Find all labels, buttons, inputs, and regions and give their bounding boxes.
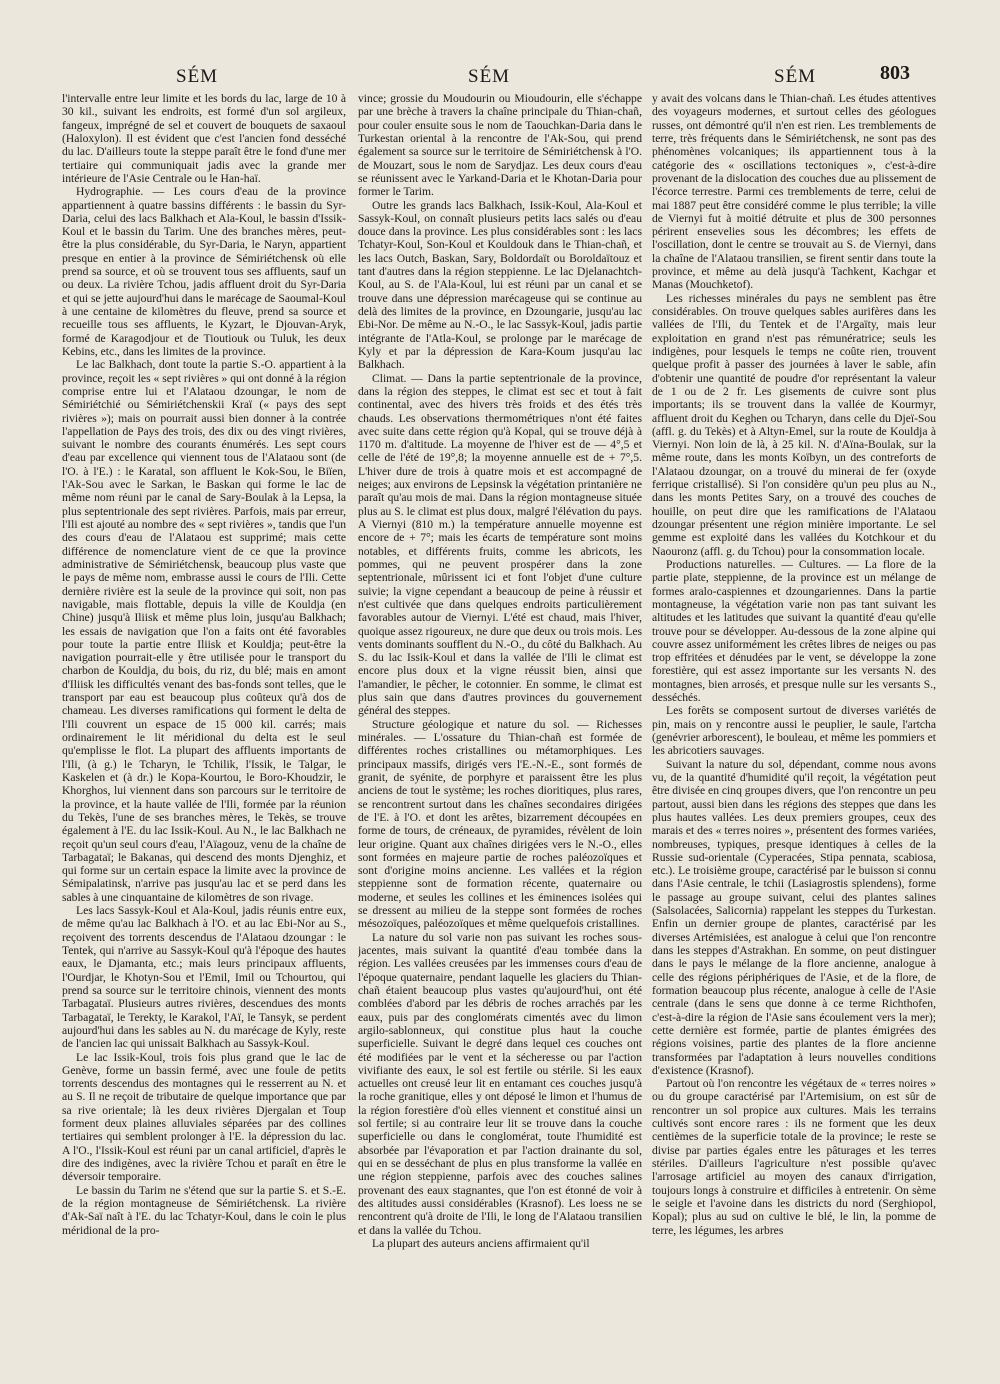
paragraph: Les richesses minérales du pays ne semblent pas être considérables. On trouve quelques sables aurifères dans les vallées de l'Ili, du Tentek et de l'Argaïty, mais leur exploitation en grand n'est pas rémunératrice; seuls les indigènes, pour lesquels le temps ne coûte rien, trouvent quelque profit à passer des journées à laver le sable, afin d'obtenir une quantité de poudre d'or représentant la valeur de 1 ou de 2 fr. Les gisements de cuivre sont plus importants; ils se trouvent dans la vallée de Kourmyr, affluent droit du Keghen ou Tcharyn, dans celle du Djeï-Sou (affl. g. du Tekès) et à Altyn-Emel, sur la route de Kouldja à Viernyi. Non loin de là, à 25 kil. N. d'Aïna-Boulak, sur la même route, dans les monts Koïbyn, un des contreforts de l'Alataou dzoungar, on a trouvé du minerai de fer (oxyde ferrique cristallisé). Si l'on considère qu'un peu plus au N., dans les monts Petites Sary, on a trouvé des couches de houille, on peut dire que les ramifications de l'Alataou dzoungar présentent une région minière importante. Le sel gemme est exploité dans les vallées du Kotchkour et du Naouronz (affl. g. du Tchou) pour la consommation locale. bbox=[652, 291, 936, 558]
paragraph: Le lac Issik-Koul, trois fois plus grand que le lac de Genève, forme un bassin fermé, avec une foule de petits torrents descendus des montagnes qui le resserrent au N. et au S. Il ne reçoit de tributaire de quelque importance que par sa rive orientale; là les deux rivières Djergalan et Toup forment deux plaines alluviales séparées par des collines tertiaires qui semblent prolonger à l'E. la dépression du lac. A l'O., l'Issik-Koul est réuni par un canal artificiel, d'après le dire des indigènes, avec la rivière Tchou et paraît en être le déversoir temporaire. bbox=[62, 1050, 346, 1184]
paragraph: vince; grossie du Moudourin ou Mioudourin, elle s'échappe par une brèche à travers la chaîne principale du Thian-chañ, pour couler ensuite sous le nom de Taouchkan-Daria dans le Turkestan oriental à la rencontre de l'Ak-Sou, qui prend également sa source sur le territoire de Sémiriétchensk à l'O. de Mouzart, sous le nom de Sarydjaz. Les deux cours d'eau se réunissent avec le Yarkand-Daria et le Khotan-Daria pour former le Tarim. bbox=[358, 92, 642, 199]
paragraph: Les lacs Sassyk-Koul et Ala-Koul, jadis réunis entre eux, de même qu'au lac Balkhach à l'O. et au lac Ebi-Nor au S., reçoivent des torrents descendus de l'Alataou dzoungar : le Tentek, qui n'arrive au Sassyk-Koul qu'à l'époque des hautes eaux, le Djamanta, etc.; mais leurs principaux affluents, l'Ourdjar, le Khotyn-Sou et l'Emil, Imil ou Tchourtou, qui prend sa source sur le territoire chinois, viennent des monts Tarbagataï. Plusieurs autres rivières, descendues des monts Tarbagataï, le Terekty, le Karakol, l'Aï, le Tansyk, se perdent aujourd'hui dans les sables au N. du marécage de Kyly, reste de l'ancien lac qui unissait Balkhach au Sassyk-Koul. bbox=[62, 904, 346, 1051]
paragraph: Partout où l'on rencontre les végétaux de « terres noires » ou du groupe caractérisé par l'Artemisium, on est sûr de rencontrer un sol propice aux cultures. Mais les terrains cultivés sont encore rares : ils ne forment que les deux centièmes de la superficie totale de la province; le reste se divise par parties égales entre les pâturages et les terres stériles. D'ailleurs l'agriculture n'est possible qu'avec l'arrosage artificiel au moyen des canaux d'irrigation, toujours longs à construire et difficiles à entretenir. On sème le seigle et l'avoine dans les districts du nord (Serghiopol, Kopal); plus au sud on cultive le blé, le lin, la pomme de terre, les légumes, les arbres bbox=[652, 1077, 936, 1237]
paragraph: Le bassin du Tarim ne s'étend que sur la partie S. et S.-E. de la région montagneuse de Sémiriétchensk. La rivière d'Ak-Saï naît à l'E. du lac Tchatyr-Koul, dans le coin le plus méridional de la pro- bbox=[62, 1183, 346, 1237]
paragraph: Productions naturelles. — Cultures. — La flore de la partie plate, steppienne, de la province est un mélange de formes aralo-caspiennes et dzoungariennes. Dans la partie montagneuse, la végétation varie non pas tant suivant les altitudes et les latitudes que suivant la quantité d'eau qu'elle trouve pour se développer. Au-dessous de la zone alpine qui couvre assez uniformément les crêtes libres de neiges ou pas trop effritées et dénudées par le vent, se développe la zone forestière, qui est assez importante sur les versants N. des montagnes, bien arrosés, et presque nulle sur les versants S., desséchés. bbox=[652, 557, 936, 705]
running-head-center: SÉM bbox=[468, 66, 511, 87]
paragraph: Climat. — Dans la partie septentrionale de la province, dans la région des steppes, le climat est sec et tout à fait continental, avec des hivers très froids et des étés très chauds. Les observations thermométriques n'ont été faites avec suite dans cette région qu'à Kopal, qui se trouve déjà à 1170 m. d'altitude. La moyenne de l'hiver est de — 4°,5 et celle de l'été de 19°,8; la moyenne annuelle est de + 7°,5. L'hiver dure de trois à quatre mois et est accompagné de neiges; aux environs de Lepsinsk la végétation printanière ne paraît qu'au mois de mai. Dans la région montagneuse située plus au S. le climat est plus doux, malgré l'élévation du pays. A Viernyi (810 m.) la température annuelle moyenne est encore de + 7°; mais les écarts de température sont moins notables, et différents fruits, comme les abricots, les pommes, qui ne peuvent prospérer dans la zone septentrionale, mûrissent ici et font l'objet d'une culture suivie; la vigne cependant a beaucoup de peine à réussir et n'est cultivée que dans quelques endroits particulièrement favorables autour de Viernyi. L'été est chaud, mais l'hiver, quoique assez rigoureux, ne dure que deux ou trois mois. Les vents dominants soufflent du N.-O., du côté du Balkhach. Au S. du lac Issik-Koul et dans la vallée de l'Ili le climat est encore plus doux et la vigne réussit bien, ainsi que l'amandier, le pêcher, le cotonnier. En somme, le climat est plus sain que dans d'autres provinces du gouvernement général des steppes. bbox=[358, 371, 642, 718]
running-head-left: SÉM bbox=[176, 66, 219, 87]
paragraph: La plupart des auteurs anciens affirmaient qu'il bbox=[372, 1236, 590, 1250]
paragraph: Les forêts se composent surtout de diverses variétés de pin, mais on y rencontre aussi le peuplier, le saule, l'artcha (genévrier arborescent), le bouleau, et même les pommiers et les abricotiers sauvages. bbox=[652, 704, 936, 758]
text-column-2 bbox=[358, 92, 642, 1378]
paragraph: Le lac Balkhach, dont toute la partie S.-O. appartient à la province, reçoit les « sept rivières » qui ont donné à la région comprise entre lui et l'Alataou dzoungar, le nom de Sémiriétchié ou Sémiriétchenskii Kraï (« pays des sept rivières »); mais on pourrait aussi bien donner à la contrée l'appellation de Pays des trois, des dix ou des vingt rivières, suivant le nombre des courants énumérés. Les sept cours d'eau par excellence qui viennent tous de l'Alataou sont (de l'O. à l'E.) : le Karatal, son affluent le Kok-Sou, le Biïen, l'Ak-Sou avec le Sarkan, le Baskan qui forme le lac de même nom réuni par le canal de Sary-Boulak à la Lepsa, la plus septentrionale des sept rivières. Parfois, mais par erreur, l'Ili est ajouté au nombre des « sept rivières », tandis que l'un des cours d'eau de l'Alataou est supprimé; mais cette différence de nomenclature vient de ce que la province administrative de Sémiriétchensk, beaucoup plus vaste que le pays de même nom, embrasse aussi le cours de l'Ili. Cette dernière rivière est la seule de la province qui soit, non pas navigable, mais flottable, depuis la ville de Kouldja (en Chine) jusqu'à Iliisk et même plus loin, jusqu'au Balkhach; les essais de navigation que l'on a faits ont été favorables pour toute la partie entre Iliisk et Kouldja; peut-être la navigation pourrait-elle y être utilisée pour le transport du charbon de Kouldja, du bois, du riz, du blé; mais en amont d'Iliisk les difficultés venant des bas-fonds sont telles, que le transport par eau est beaucoup plus coûteux qu'à dos de chameau. Les diverses ramifications qui forment le delta de l'Ili couvrent un espace de 15 000 kil. carrés; mais ordinairement le lit méridional du delta est le seul qu'emplisse le flot. La plupart des affluents importants de l'Ili, (à g.) le Tcharyn, le Tchilik, l'Issik, le Talgar, le Kaskelen et (à dr.) le Kopa-Kourtou, le Boro-Khoudzir, le Khorghos, lui viennent dans son parcours sur le territoire de la province, et la haute vallée de l'Ili, formée par la réunion du Tekès, l'une de ses branches mères, le Tekès, se trouve également à l'E. du lac Issik-Koul. Au N., le lac Balkhach ne reçoit qu'un seul cours d'eau, l'Aïagouz, venu de la chaîne de Tarbagataï; le Bakanas, qui descend des monts Djenghiz, et qui forme sur un certain espace la limite avec la province de Sémipalatinsk, n'arrive pas jusqu'au lac et se perd dans les sables à une cinquantaine de kilomètres de son rivage. bbox=[62, 358, 346, 904]
paragraph: Suivant la nature du sol, dépendant, comme nous avons vu, de la quantité d'humidité qu'il reçoit, la végétation peut être divisée en cinq groupes divers, que l'on rencontre un peu partout, aussi bien dans les régions des steppes que dans les plus hautes vallées. Les deux premiers groupes, ceux des marais et des « terres noires », présentent des formes variées, nombreuses, typiques, presque identiques à celles de la Russie sud-orientale (Cyperacées, Stipa pennata, scabiosa, etc.). Le troisième groupe, caractérisé par le buisson si connu dans l'Asie centrale, le tchii (Lasiagrostis splendens), forme le passage au groupe suivant, celui des plantes salines (Salsolacées, Salicornia) rappelant les steppes du Turkestan. Enfin un dernier groupe de plantes, caractérisé par les diverses Artémisiées, est analogue à celui que l'on rencontre dans les steppes d'Astrakhan. En somme, on peut distinguer dans le pays le mélange de la flore ancienne, analogue à celle des régions périphériques de l'Asie, et de la flore, de formation beaucoup plus récente, analogue à celle de l'Asie centrale (dans le sens que donne à ce terme Richthofen, c'est-à-dire la région de l'Asie sans écoulement vers la mer); cette dernière est formée, partie de plantes émigrées des régions voisines, partie des plantes de la flore ancienne transformées par l'adaptation à leurs nouvelles conditions d'existence (Krasnof). bbox=[652, 757, 936, 1077]
text-column-1 bbox=[62, 92, 346, 1378]
paragraph: y avait des volcans dans le Thian-chañ. Les études attentives des voyageurs modernes, et surtout celles des géologues russes, ont démontré qu'il n'en est rien. Les tremblements de terre, très fréquents dans le Sémiriétchensk, ne sont pas des phénomènes volcaniques; ils appartiennent tous à la catégorie des « oscillations tectoniques », c'est-à-dire provenant de la dislocation des couches due au plissement de l'écorce terrestre. Parmi ces tremblements de terre, celui de mai 1887 peut être considéré comme le plus terrible; la ville de Viernyi fut à moitié détruite et plus de 300 personnes périrent ensevelies sous les décombres; les effets de l'oscillation, dont le centre se trouvait au S. de Viernyi, dans la chaîne de l'Alataou transilien, se firent sentir dans toute la province, et même au delà jusqu'à Tachkent, Kachgar et Manas (Mouchketof). bbox=[652, 92, 936, 292]
paragraph: Hydrographie. — Les cours d'eau de la province appartiennent à quatre bassins différents : le bassin du Syr-Daria, celui des lacs Balkhach et Ala-Koul, le bassin d'Issik-Koul et le bassin du Tarim. Une des branches mères, peut-être la plus considérable, du Syr-Daria, le Naryn, appartient presque en entier à la province de Sémiriétchensk où elle prend sa source, et où se trouvent tous ses affluents, sauf un ou deux. La rivière Tchou, jadis affluent droit du Syr-Daria et qui se jette aujourd'hui dans le marécage de Saoumal-Koul à une centaine de kilomètres du fleuve, prend sa source et recueille tous ses affluents, le Kyzart, le Djouvan-Aryk, formé de Karagodjour et de Tioutiouk ou Tuluk, les deux Kebins, etc., dans les limites de la province. bbox=[62, 185, 346, 358]
paragraph: Structure géologique et nature du sol. — Richesses minérales. — L'ossature du Thian-chañ est formée de différentes roches cristallines ou métamorphiques. Les principaux massifs, dirigés vers l'E.-N.-E., sont formés de granit, de syénite, de porphyre et paraissent être les plus anciens de tout le système; les roches dioritiques, plus rares, se rencontrent surtout dans les chaînes secondaires dirigées de l'E. à l'O. et dont les arêtes, bizarrement découpées en forme de tours, de créneaux, de pyramides, révèlent de loin leur origine. Quant aux chaînes dirigées vers le N.-O., elles sont formées en majeure partie de roches paléozoïques et sont d'origine moins ancienne. Les vallées et la région steppienne sont de formation récente, quaternaire ou moderne, et seules les collines et les éminences isolées qui se dressent au milieu de la steppe sont formées de roches mésozoïques, paléozoïques et même quelquefois cristallines. bbox=[358, 717, 642, 931]
paragraph: l'intervalle entre leur limite et les bords du lac, large de 10 à 30 kil., suivant les endroits, est formé d'un sol argileux, fangeux, imprégné de sel et couvert de bouquets de saxaoul (Haloxylon). Il est évident que c'est l'ancien fond desséché du lac. D'ailleurs toute la steppe paraît être le fond d'une mer tertiaire qui communiquait jadis avec la grande mer intérieure de l'Asie Centrale ou le Han-haï. bbox=[62, 92, 346, 185]
page-number: 803 bbox=[880, 62, 910, 84]
running-head-right: SÉM bbox=[774, 66, 817, 87]
paragraph: La nature du sol varie non pas suivant les roches sous-jacentes, mais suivant la quantité d'eau tombée dans la région. Les vallées creusées par les immenses cours d'eau de l'époque quaternaire, pendant laquelle les glaciers du Thian-chañ étaient beaucoup plus vastes qu'aujourd'hui, ont été comblées d'abord par les débris de roches arrachés par les eaux, puis par des conglomérats cimentés avec du limon argilo-sablonneux, qui constitue plus haut la couche superficielle. Suivant le degré dans lequel ces couches ont été modifiées par le vent et la sécheresse ou par l'action vivifiante des eaux, le sol est fertile ou stérile. Si les eaux actuelles ont creusé leur lit en entamant ces couches jusqu'à la roche granitique, elles y ont déposé le limon et l'humus de la région forestière d'où elles viennent et constitué ainsi un sol fertile; si au contraire leur lit se trouve dans la couche superficielle ou dans le conglomérat, toute l'humidité est absorbée par l'évaporation et par l'action drainante du sol, qui en se desséchant de plus en plus transforme la vallée en une région steppienne, parfois avec des couches salines provenant des eaux stagnantes, que l'on est étonné de voir à des altitudes aussi considérables (Krasnof). Les loess ne se rencontrent qu'à droite de l'Ili, le long de l'Alataou transilien et dans la vallée du Tchou. bbox=[358, 930, 642, 1237]
text-column-3 bbox=[652, 92, 936, 1378]
paragraph: Outre les grands lacs Balkhach, Issik-Koul, Ala-Koul et Sassyk-Koul, on connaît plusieurs petits lacs salés ou d'eau douce dans la province. Les plus considérables sont : les lacs Tchatyr-Koul, Son-Koul et Kouldouk dans le Thian-chañ, et les lacs Outch, Baskan, Sary, Boldordaït ou Boroldaïtouz et tant d'autres dans la région steppienne. Le lac Djelanachtch-Koul, au S. de l'Ala-Koul, lui est réuni par un canal et se trouve dans une dépression marécageuse qui se continue au delà des limites de la province, en Dzoungarie, jusqu'au lac Ebi-Nor. De même au N.-O., le lac Sassyk-Koul, jadis partie intégrante de l'Atla-Koul, se prolonge par le marécage de Kyly et par la dépression de Kara-Koum jusqu'au lac Balkhach. bbox=[358, 198, 642, 372]
